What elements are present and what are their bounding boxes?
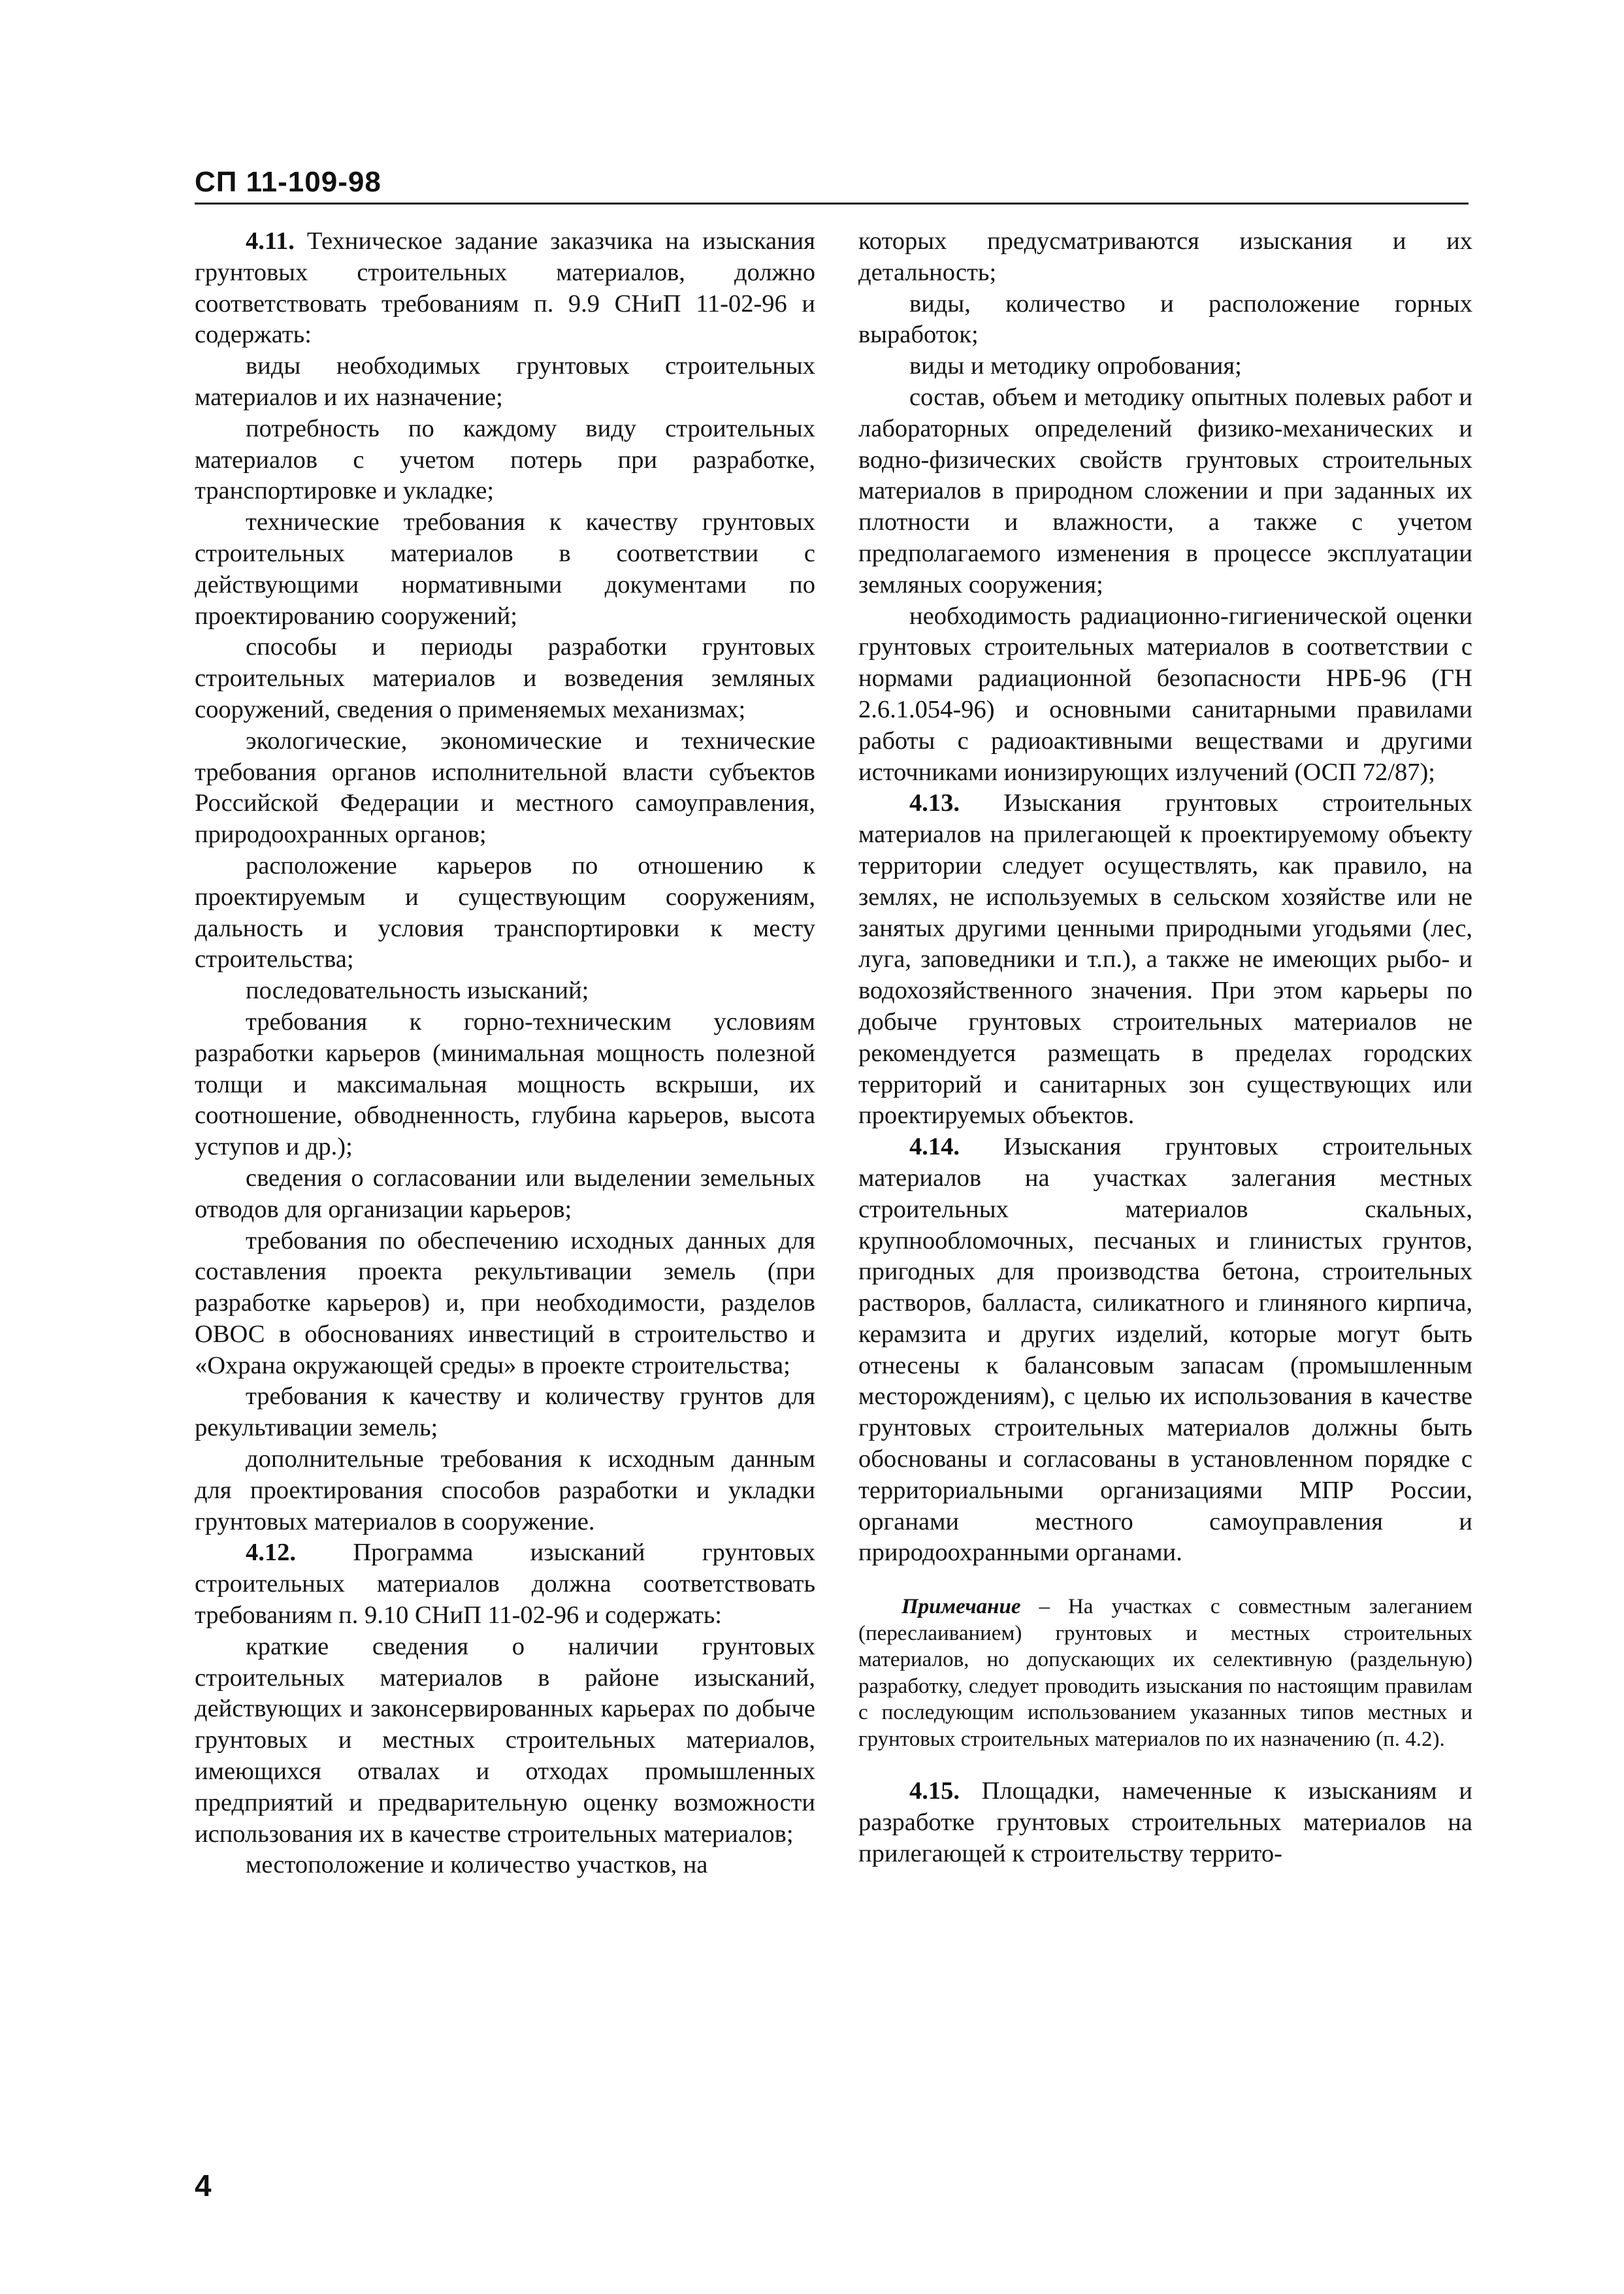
list-item: дополнительные требования к исходным данным для проектирования способов разработки и укладки грунтовых материалов в сооружение. bbox=[195, 1445, 815, 1535]
section-number: 4.14. bbox=[909, 1133, 960, 1161]
list-item: потребность по каждому виду строительных материалов с учетом потерь при разработке, транспортировке и укладке; bbox=[195, 414, 815, 505]
document-code: СП 11-109-98 bbox=[195, 166, 382, 198]
list-item: требования по обеспечению исходных данных для составления проекта рекультивации земель (при разработке карьеров) и, при необходимости, разделов ОВОС в обоснованиях инвестиций в строительство и «Охрана окружающей среды» в проекте строительства; bbox=[195, 1226, 815, 1379]
section-number: 4.11. bbox=[246, 227, 295, 255]
list-item: требования к горно-техническим условиям разработки карьеров (минимальная мощность полезной толщи и максимальная мощность вскрыши, их соотношение, обводненность, глубина карьеров, высота уступов и др.); bbox=[195, 1008, 815, 1161]
section-number: 4.12. bbox=[246, 1539, 296, 1567]
section-4-12: 4.12. Программа изысканий грунтовых строительных материалов должна соответствовать требованиям п. 9.10 СНиП 11-02-96 и содержать: bbox=[195, 1539, 815, 1630]
section-4-15: 4.15. Площадки, намеченные к изысканиям и разработке грунтовых строительных материалов на прилегающей к строительству террито- bbox=[858, 1777, 1472, 1867]
note-label: Примечание bbox=[901, 1595, 1021, 1619]
right-column bbox=[858, 226, 1472, 1870]
list-item: состав, объем и методику опытных полевых работ и лабораторных определений физико-механических и водно-физических свойств грунтовых строительных материалов в природном сложении и при заданных их плотности и влажности, а также с учетом предполагаемого изменения в процессе эксплуатации земляных сооружения; bbox=[858, 383, 1472, 598]
page-header bbox=[195, 161, 1469, 205]
section-4-13: 4.13. Изыскания грунтовых строительных материалов на прилегающей к проектируемому объекту территории следует осуществлять, как правило, на землях, не используемых в сельском хозяйстве или не занятых другими ценными природными угодьями (лес, луга, заповедники и т.п.), а также не имеющих рыбо- и водохозяйственного значения. При этом карьеры по добыче грунтовых строительных материалов не рекомендуется размещать в пределах городских территорий и санитарных зон существующих или проектируемых объектов. bbox=[858, 789, 1472, 1130]
list-item: технические требования к качеству грунтовых строительных материалов в соответствии с действующими нормативными документами по проектированию сооружений; bbox=[195, 508, 815, 630]
section-number: 4.15. bbox=[909, 1777, 960, 1805]
list-item: сведения о согласовании или выделении земельных отводов для организации карьеров; bbox=[195, 1164, 815, 1223]
list-item: расположение карьеров по отношению к проектируемым и существующим сооружениям, дальность и условия транспортировки к месту строительства; bbox=[195, 851, 815, 974]
note: Примечание – На участках с совместным залеганием (переслаиванием) грунтовых и местных строительных материалов, но допускающих их селективную (раздельную) разработку, следует проводить изыскания по настоящим правилам с последующим использованием указанных типов местных и грунтовых строительных материалов по их назначению (п. 4.2). bbox=[858, 1595, 1472, 1751]
page-number: 4 bbox=[195, 2169, 212, 2203]
list-item: виды, количество и расположение горных выработок; bbox=[858, 289, 1472, 349]
list-item: требования к качеству и количеству грунтов для рекультивации земель; bbox=[195, 1383, 815, 1442]
list-item: необходимость радиационно-гигиенической оценки грунтовых строительных материалов в соответствии с нормами радиационной безопасности НРБ-96 (ГН 2.6.1.054-96) и основными санитарными правилами работы с радиоактивными веществами и другими источниками ионизирующих излучений (ОСП 72/87); bbox=[858, 602, 1472, 786]
list-item: экологические, экономические и технические требования органов исполнительной власти субъектов Российской Федерации и местного самоуправления, природоохранных органов; bbox=[195, 727, 815, 849]
section-4-11: 4.11. Техническое задание заказчика на изыскания грунтовых строительных материалов, должно соответствовать требованиям п. 9.9 СНиП 11-02-96 и содержать: bbox=[195, 227, 815, 349]
list-item: местоположение и количество участков, на bbox=[246, 1851, 708, 1879]
list-item: краткие сведения о наличии грунтовых строительных материалов в районе изысканий, действующих и законсервированных карьерах по добыче грунтовых и местных строительных материалов, имеющихся отвалах и отходах промышленных предприятий и предварительную оценку возможности использования их в качестве строительных материалов; bbox=[195, 1632, 815, 1848]
left-column bbox=[195, 226, 815, 1881]
section-4-14: 4.14. Изыскания грунтовых строительных материалов на участках залегания местных строительных материалов скальных, крупнообломочных, песчаных и глинистых грунтов, пригодных для производства бетона, строительных растворов, балласта, силикатного и глиняного кирпича, керамзита и других изделий, которые могут быть отнесены к балансовым запасам (промышленным месторождениям), с целью их использования в качестве грунтовых строительных материалов должны быть обоснованы и согласованы в установленном порядке с территориальными организациями МПР России, органами местного самоуправления и природоохранными органами. bbox=[858, 1133, 1472, 1567]
list-item: способы и периоды разработки грунтовых строительных материалов и возведения земляных сооружений, сведения о применяемых механизмах; bbox=[195, 633, 815, 723]
list-item-continuation: которых предусматриваются изыскания и их детальность; bbox=[858, 227, 1472, 286]
list-item: последовательность изысканий; bbox=[246, 977, 589, 1005]
section-number: 4.13. bbox=[909, 789, 960, 817]
list-item: виды необходимых грунтовых строительных материалов и их назначение; bbox=[195, 352, 815, 411]
list-item: виды и методику опробования; bbox=[909, 352, 1242, 380]
